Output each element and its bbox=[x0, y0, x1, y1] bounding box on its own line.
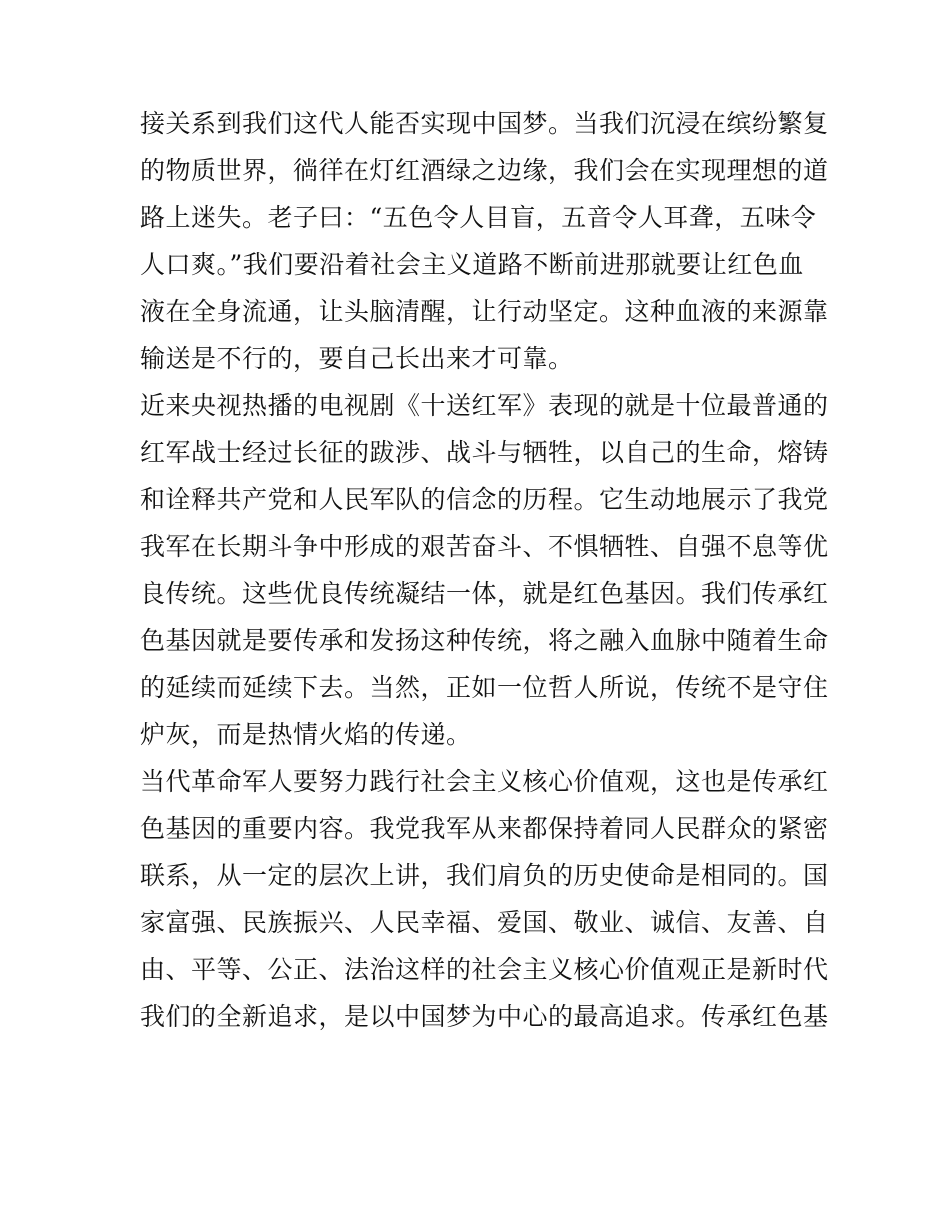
text-line: 我军在长期斗争中形成的艰苦奋斗、不惧牺牲、自强不息等优 bbox=[140, 532, 829, 561]
text-line: 和诠释共产党和人民军队的信念的历程。它生动地展示了我党 bbox=[140, 485, 829, 514]
body-text bbox=[140, 100, 829, 1040]
text-line: 近来央视热播的电视剧《十送红军》表现的就是十位最普通的 bbox=[140, 391, 829, 420]
text-line: 输送是不行的，要自己长出来才可靠。 bbox=[140, 344, 574, 373]
text-line: 液在全身流通，让头脑清醒，让行动坚定。这种血液的来源靠 bbox=[140, 297, 829, 326]
text-line: 色基因就是要传承和发扬这种传统，将之融入血脉中随着生命 bbox=[140, 626, 829, 655]
text-line: 当代革命军人要努力践行社会主义核心价值观，这也是传承红 bbox=[140, 767, 829, 796]
text-line: 我们的全新追求，是以中国梦为中心的最高追求。传承红色基 bbox=[140, 1002, 829, 1031]
text-line: 的延续而延续下去。当然，正如一位哲人所说，传统不是守住 bbox=[140, 673, 829, 702]
text-line: 色基因的重要内容。我党我军从来都保持着同人民群众的紧密 bbox=[140, 814, 829, 843]
text-line: 的物质世界，徜徉在灯红酒绿之边缘，我们会在实现理想的道 bbox=[140, 156, 829, 185]
text-line: 家富强、民族振兴、人民幸福、爱国、敬业、诚信、友善、自 bbox=[140, 908, 829, 937]
text-line: 路上迷失。老子曰：“五色令人目盲，五音令人耳聋，五味令 bbox=[140, 203, 817, 232]
text-line: 红军战士经过长征的跋涉、战斗与牺牲，以自己的生命，熔铸 bbox=[140, 438, 829, 467]
text-line: 良传统。这些优良传统凝结一体，就是红色基因。我们传承红 bbox=[140, 579, 829, 608]
text-line: 炉灰，而是热情火焰的传递。 bbox=[140, 720, 472, 749]
text-line: 人口爽。”我们要沿着社会主义道路不断前进那就要让红色血 bbox=[140, 250, 804, 279]
text-line: 由、平等、公正、法治这样的社会主义核心价值观正是新时代 bbox=[140, 955, 829, 984]
text-line: 接关系到我们这代人能否实现中国梦。当我们沉浸在缤纷繁复 bbox=[140, 109, 829, 138]
text-line: 联系，从一定的层次上讲，我们肩负的历史使命是相同的。国 bbox=[140, 861, 829, 890]
